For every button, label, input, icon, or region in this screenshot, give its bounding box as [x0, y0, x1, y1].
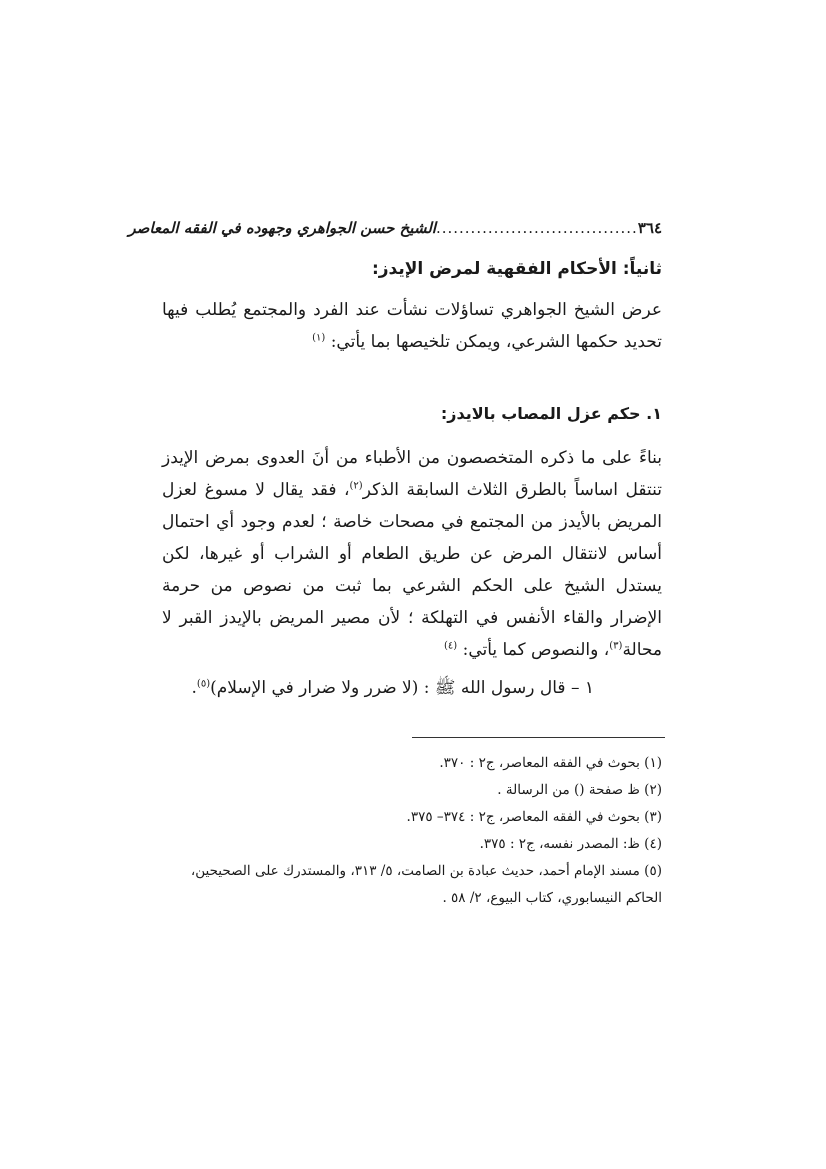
intro-text: عرض الشيخ الجواهري تساؤلات نشأت عند الفرد والمجتمع يُطلب فيها تحديد حكمها الشرعي، ويمكن تلخيصها بما يأتي:	[162, 300, 662, 352]
book-title: الشيخ حسن الجواهري وجهوده في الفقه المعاصر	[128, 219, 436, 237]
running-header	[128, 218, 662, 238]
footnote-ref-3: (٣)	[609, 640, 623, 652]
footnote-5: (٥) مسند الإمام أحمد، حديث عبادة بن الصامت، ٥/ ٣١٣، والمستدرك على الصحيحين، الحاكم النيسابوري، كتاب البيوع، ٢/ ٥٨ .	[190, 863, 662, 906]
footnote-2: (٢) ظ صفحة () من الرسالة .	[497, 782, 662, 798]
footnote-divider	[412, 737, 665, 738]
footnote-3: (٣) بحوث في الفقه المعاصر، ج٢ : ٣٧٤– ٣٧٥.	[406, 809, 662, 825]
leader-dots: ...................................	[435, 219, 638, 237]
footnote-4: (٤) ظ: المصدر نفسه، ج٢ : ٣٧٥.	[479, 836, 662, 852]
paragraph-part-3: ، والنصوص كما يأتي:	[457, 640, 610, 660]
footnote-ref-5: (٥)	[196, 678, 211, 690]
intro-paragraph	[162, 294, 662, 358]
main-paragraph	[162, 442, 662, 666]
paragraph-part-1: بناءً على ما ذكره المتخصصون من الأطباء من أنَ العدوى بمرض الإيدز تنتقل اساساً بالطرق الثلاث السابقة الذكر	[162, 448, 662, 500]
paragraph-part-2: ، فقد يقال لا مسوغ لعزل المريض بالأيدز من المجتمع في مصحات خاصة ؛ لعدم وجود أي احتمال أساس لانتقال المرض عن طريق الطعام أو الشراب أو غيرها، لكن يستدل الشيخ على الحكم الشرعي بما ثبت من نصوص من حرمة الإضرار والقاء الأنفس في التهلكة ؛ لأن مصير المريض بالإيدز القبر لا محالة	[162, 480, 662, 660]
hadith-end: .	[191, 678, 197, 698]
footnote-ref-2: (٢)	[349, 480, 363, 492]
section-heading: ثانياً: الأحكام الفقهية لمرض الإيدز:	[371, 259, 662, 279]
footnote-ref-1: (١)	[312, 332, 326, 344]
subheading: ١. حكم عزل المصاب بالايدز:	[440, 404, 662, 423]
footnotes	[162, 750, 662, 912]
footnote-ref-4: (٤)	[444, 640, 458, 652]
hadith-text: ١ – قال رسول الله ﷺ : (لا ضرر ولا ضرار في الإسلام)	[210, 678, 594, 698]
page-number: ٣٦٤	[637, 219, 662, 237]
footnote-1: (١) بحوث في الفقه المعاصر، ج٢ : ٣٧٠.	[439, 755, 662, 771]
hadith-quote	[162, 672, 662, 704]
